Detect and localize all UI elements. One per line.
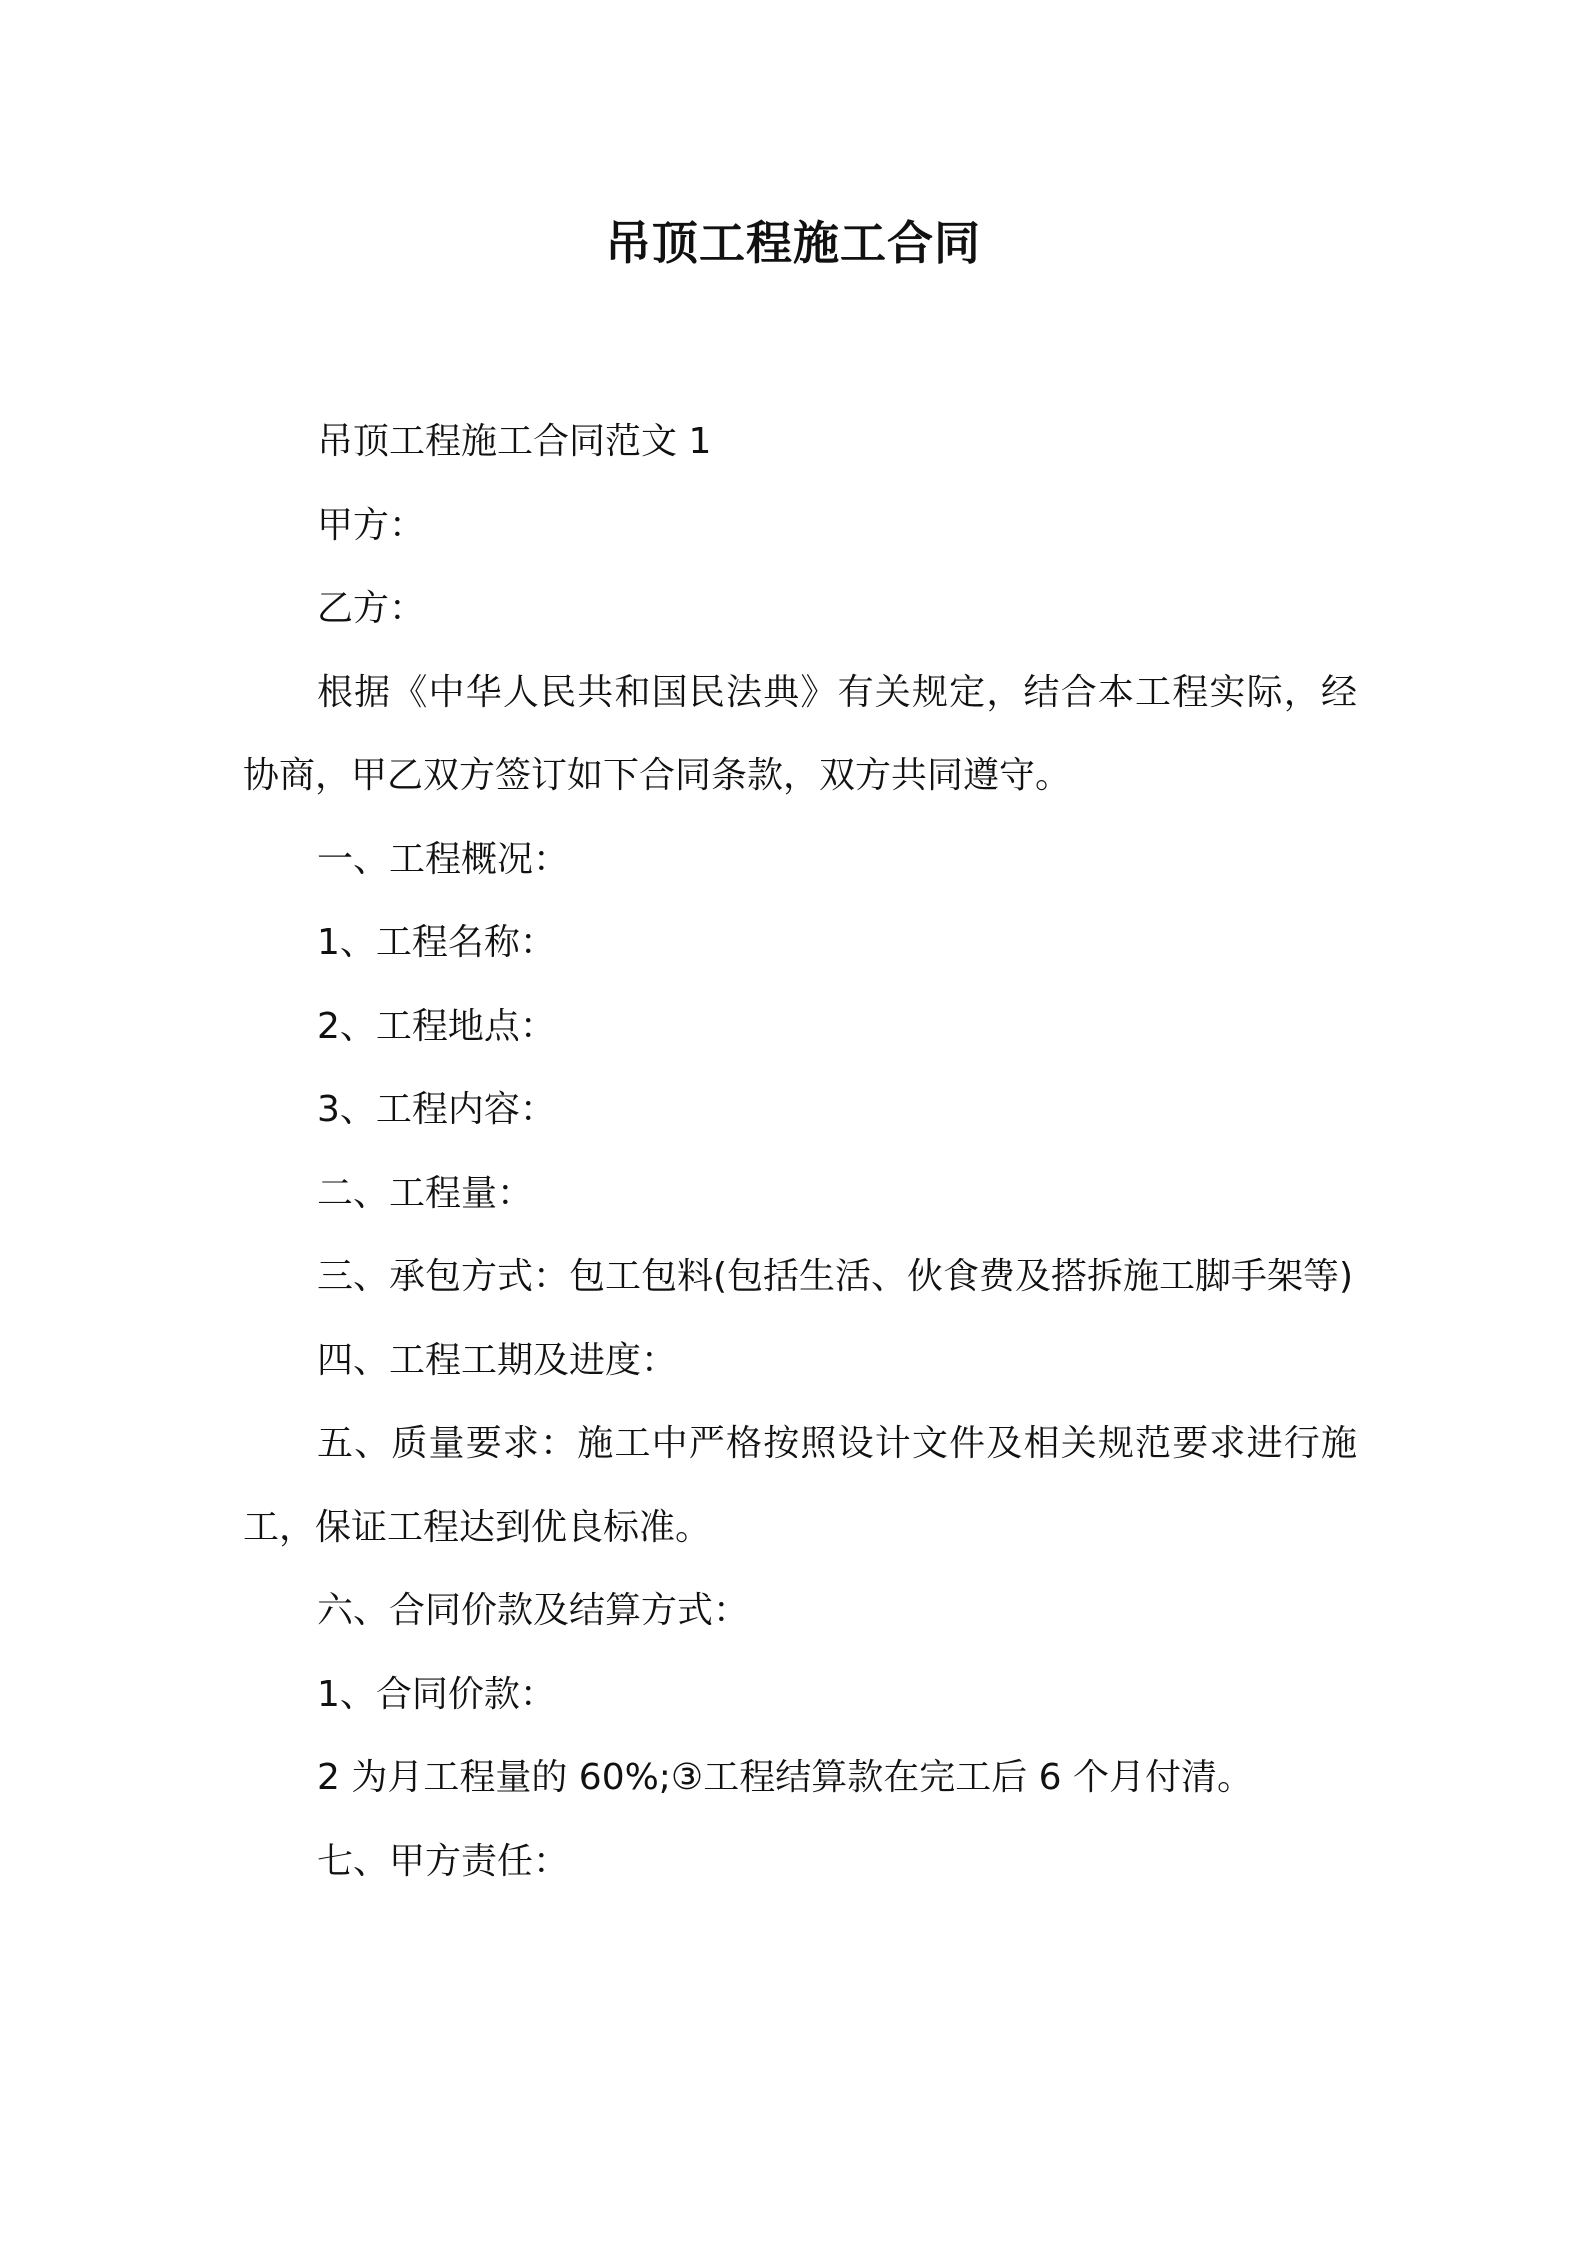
paragraph-section-6: 六、合同价款及结算方式： (317, 1590, 750, 1631)
paragraph-section-1: 一、工程概况： (317, 838, 570, 880)
paragraph-payment-terms: 2 为月工程量的 60%;③工程结算款在完工后 6 个月付清。 (317, 1757, 1254, 1798)
paragraph-section-2: 二、工程量： (317, 1172, 534, 1214)
paragraph-party-a: 甲方： (317, 504, 426, 546)
paragraph-project-name: 1、工程名称： (317, 922, 556, 963)
paragraph-project-location: 2、工程地点： (317, 1005, 556, 1047)
paragraph-contract-price: 1、合同价款： (317, 1673, 556, 1715)
paragraph-section-3: 三、承包方式：包工包料(包括生活、伙食费及搭拆施工脚手架等) (317, 1256, 1354, 1297)
paragraph-section-7: 七、甲方责任： (317, 1840, 570, 1882)
paragraph-preamble: 根据《中华人民共和国民法典》有关规定，结合本工程实际，经协商，甲乙双方签订如下合同条款，双方共同遵守。 (243, 671, 1357, 796)
document-body (243, 400, 1357, 1903)
paragraph-heading-sample: 吊顶工程施工合同范文 1 (317, 421, 712, 462)
paragraph-party-b: 乙方： (317, 588, 426, 629)
document-title: 吊顶工程施工合同 (605, 216, 981, 270)
paragraph-section-4: 四、工程工期及进度： (317, 1339, 678, 1381)
paragraph-project-content: 3、工程内容： (317, 1089, 556, 1130)
paragraph-section-5: 五、质量要求：施工中严格按照设计文件及相关规范要求进行施工，保证工程达到优良标准。 (243, 1423, 1357, 1548)
